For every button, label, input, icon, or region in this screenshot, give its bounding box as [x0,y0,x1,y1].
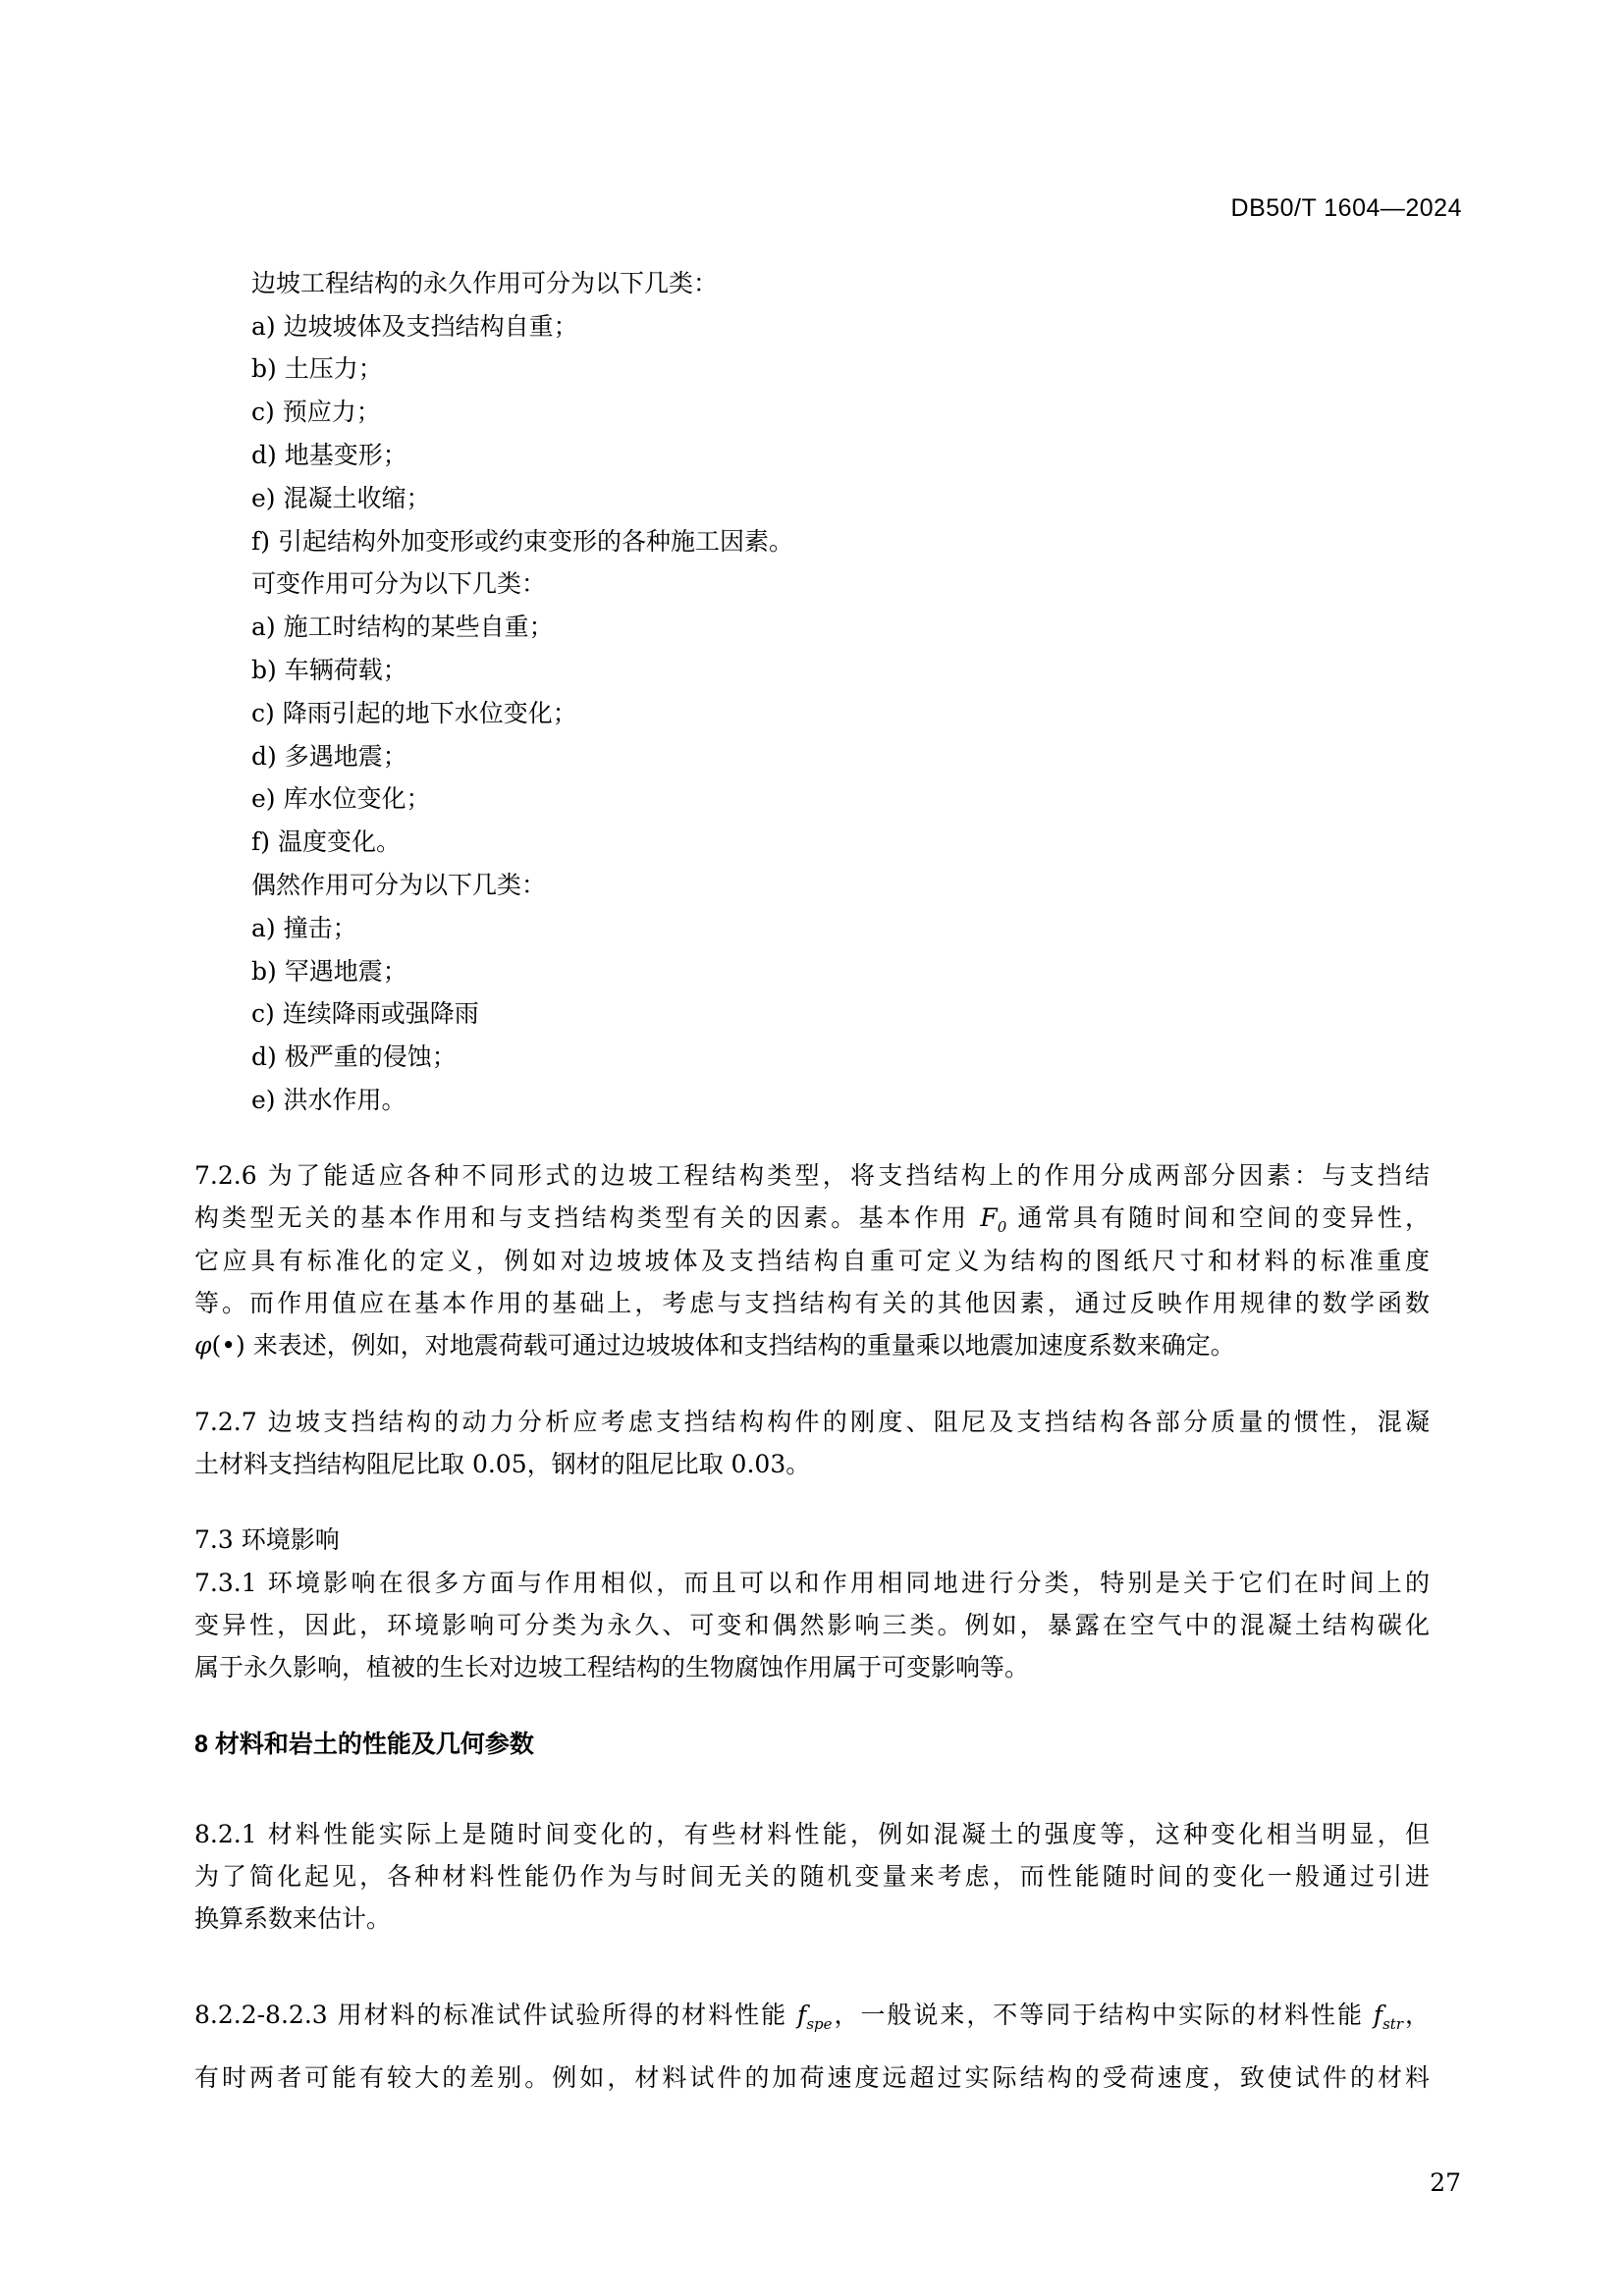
symbol-phi: φ [194,1331,212,1360]
list-item: d) 极严重的侵蚀； [251,1042,457,1071]
clause-7-3-1-line: 属于永久影响，植被的生长对边坡工程结构的生物腐蚀作用属于可变影响等。 [194,1653,1030,1682]
clause-7-3-1-line: 7.3.1 环境影响在很多方面与作用相似，而且可以和作用相同地进行分类，特别是关于它们在时间上的 [194,1569,1430,1597]
clause-7-2-6-line: 7.2.6 为了能适应各种不同形式的边坡工程结构类型，将支挡结构上的作用分成两部分因素：与支挡结 [194,1161,1430,1190]
list-item: e) 洪水作用。 [251,1086,406,1114]
symbol-F0: $F_0$ [980,1203,1007,1236]
list-item: c) 连续降雨或强降雨 [251,999,479,1028]
clause-7-2-7-line: 土材料支挡结构阻尼比取 0.05，钢材的阻尼比取 0.03。 [194,1450,811,1478]
list-item: d) 多遇地震； [251,742,407,771]
list-item: f) 温度变化。 [251,828,401,856]
variable-actions-intro: 可变作用可分为以下几类： [251,569,547,598]
clause-8-2-2-line: 8.2.2-8.2.3 用材料的标准试件试验所得的材料性能 $f_{spe}$，一般说来，不等同于结构中实际的材料性能 $f_{str}$， [194,2001,1430,2033]
list-item: d) 地基变形； [251,441,407,469]
clause-7-3-1-line: 变异性，因此，环境影响可分类为永久、可变和偶然影响三类。例如，暴露在空气中的混凝土结构碳化 [194,1611,1430,1639]
clause-8-2-1-line: 8.2.1 材料性能实际上是随时间变化的，有些材料性能，例如混凝土的强度等，这种变化相当明显，但 [194,1820,1430,1848]
list-item: f) 引起结构外加变形或约束变形的各种施工因素。 [251,527,793,556]
symbol-f-spe: $f_{spe}$ [797,2001,833,2033]
clause-7-2-6-line: 它应具有标准化的定义，例如对边坡坡体及支挡结构自重可定义为结构的图纸尺寸和材料的标准重度 [194,1247,1430,1275]
clause-8-2-2-line: 有时两者可能有较大的差别。例如，材料试件的加荷速度远超过实际结构的受荷速度，致使试件的材料 [194,2063,1430,2092]
document-code-header: DB50/T 1604—2024 [1230,194,1462,222]
clause-8-2-1-line: 换算系数来估计。 [194,1904,392,1933]
clause-7-2-6-line: φ(•) 来表述，例如，对地震荷载可通过边坡坡体和支挡结构的重量乘以地震加速度系数来确定。 [194,1331,1235,1360]
page-number: 27 [1430,2168,1461,2197]
accidental-actions-intro: 偶然作用可分为以下几类： [251,871,547,899]
list-item: a) 撞击； [251,914,357,942]
clause-7-2-7-line: 7.2.7 边坡支挡结构的动力分析应考虑支挡结构构件的刚度、阻尼及支挡结构各部分质量的惯性，混凝 [194,1408,1430,1436]
symbol-f-str: $f_{str}$ [1373,2001,1404,2033]
list-item: c) 降雨引起的地下水位变化； [251,699,577,727]
list-item: b) 罕遇地震； [251,957,407,986]
section-7-3-heading: 7.3 环境影响 [194,1525,340,1554]
list-item: b) 车辆荷载； [251,656,407,684]
list-item: e) 库水位变化； [251,784,431,813]
section-8-heading: 8 材料和岩土的性能及几何参数 [194,1731,534,1758]
clause-7-2-6-line: 构类型无关的基本作用和与支挡结构类型有关的因素。基本作用 $F_0$ 通常具有随时间和空间的变异性， [194,1203,1431,1236]
list-item: a) 边坡坡体及支挡结构自重； [251,312,578,341]
clause-7-2-6-line: 等。而作用值应在基本作用的基础上，考虑与支挡结构有关的其他因素，通过反映作用规律的数学函数 [194,1289,1430,1317]
permanent-actions-intro: 边坡工程结构的永久作用可分为以下几类： [251,269,719,297]
list-item: c) 预应力； [251,398,381,426]
list-item: a) 施工时结构的某些自重； [251,613,554,641]
clause-8-2-1-line: 为了简化起见，各种材料性能仍作为与时间无关的随机变量来考虑，而性能随时间的变化一般通过引进 [194,1862,1430,1891]
list-item: b) 土压力； [251,354,383,383]
list-item: e) 混凝土收缩； [251,484,431,512]
